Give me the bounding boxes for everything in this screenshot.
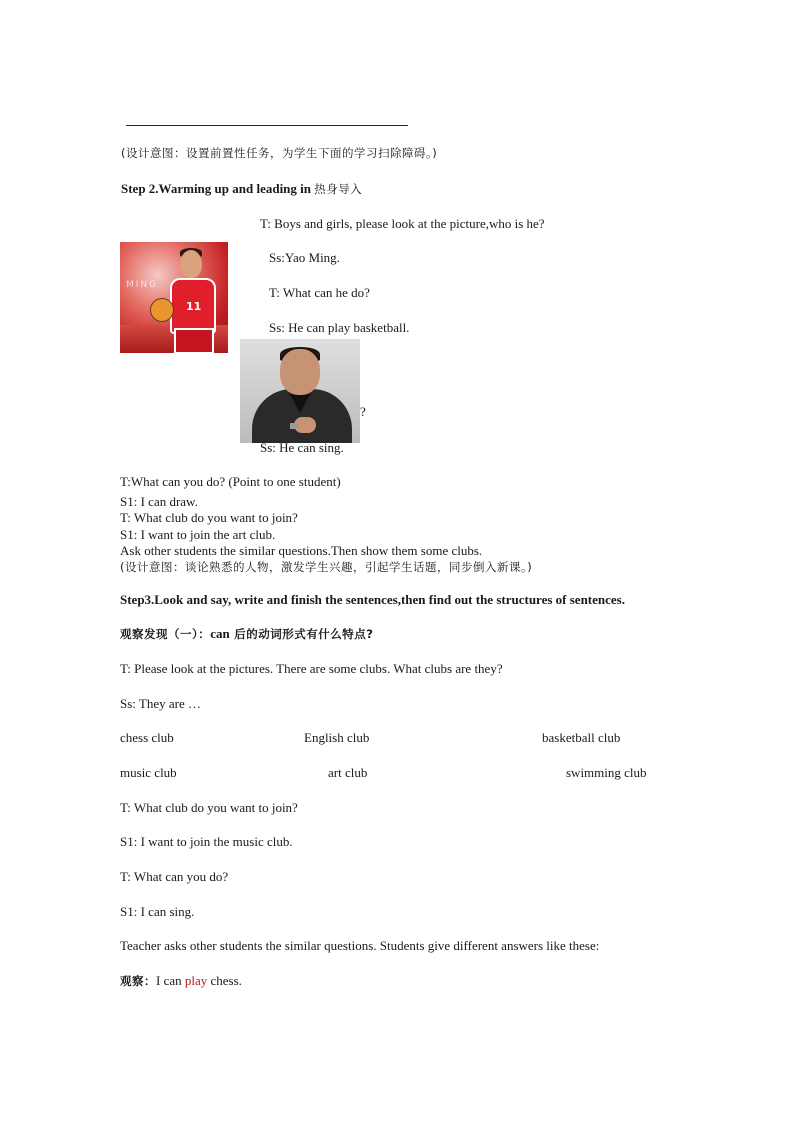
club-item: swimming club — [566, 765, 647, 780]
photo-logo-text: MING — [126, 280, 159, 290]
dialogue-partial: ? — [360, 404, 366, 419]
observe-heading-1 — [120, 626, 373, 642]
basketball-player-photo — [120, 242, 228, 353]
club-item: English club — [304, 730, 370, 745]
dialogue-line: T: Please look at the pictures. There are some clubs. What clubs are they? — [120, 661, 503, 676]
observe2-post: chess. — [207, 973, 242, 988]
instruction-line: Ask other students the similar questions.Then show them some clubs. — [120, 543, 483, 558]
step2-heading — [121, 181, 362, 197]
observe1-suffix: 后的动词形式有什么特点? — [229, 627, 374, 641]
observe2-verb: play — [184, 973, 208, 988]
dialogue-line: S1: I want to join the art club. — [120, 527, 276, 542]
step3-heading: Step3.Look and say, write and finish the sentences,then find out the structures of sentences. — [120, 592, 625, 607]
dialogue-line: S1: I can sing. — [120, 904, 195, 919]
design-intent-1: (设计意图：设置前置性任务，为学生下面的学习扫除障碍。) — [121, 146, 438, 160]
dialogue-line: T:What can you do? (Point to one student) — [120, 474, 341, 489]
dialogue-line: Ss:Yao Ming. — [269, 250, 340, 265]
dialogue-line: T: What can he do? — [269, 285, 370, 300]
design-intent-2: (设计意图：谈论熟悉的人物，激发学生兴趣，引起学生话题，同步倒入新课。) — [120, 560, 533, 574]
observe2-label: 观察： — [120, 974, 156, 988]
dialogue-line: Ss: They are … — [120, 696, 201, 711]
dialogue-line: Ss: He can sing. — [260, 440, 344, 455]
dialogue-line: Ss: He can play basketball. — [269, 320, 410, 335]
instruction-line: Teacher asks other students the similar questions. Students give different answers like these: — [120, 938, 600, 953]
jersey-number: 11 — [186, 300, 202, 313]
club-item: music club — [120, 765, 177, 780]
dialogue-line: T: What club do you want to join? — [120, 800, 298, 815]
step2-title-cn: 热身导入 — [314, 182, 363, 196]
step2-title: Step 2.Warming up and leading in — [121, 181, 311, 196]
observe1-prefix: 观察发现（一）： — [120, 627, 211, 641]
observe-example — [120, 973, 242, 989]
dialogue-line: S1: I want to join the music club. — [120, 834, 293, 849]
observe2-pre: I can — [156, 973, 185, 988]
dialogue-line: T: What club do you want to join? — [120, 510, 298, 525]
blank-underline — [126, 125, 408, 126]
club-item: chess club — [120, 730, 174, 745]
club-item: basketball club — [542, 730, 621, 745]
club-item: art club — [328, 765, 368, 780]
basketball-icon — [150, 298, 174, 322]
observe1-can: can — [210, 626, 230, 641]
dialogue-line: T: Boys and girls, please look at the picture,who is he? — [260, 216, 545, 231]
dialogue-line: S1: I can draw. — [120, 494, 198, 509]
dialogue-line: T: What can you do? — [120, 869, 229, 884]
singer-photo — [240, 339, 360, 443]
